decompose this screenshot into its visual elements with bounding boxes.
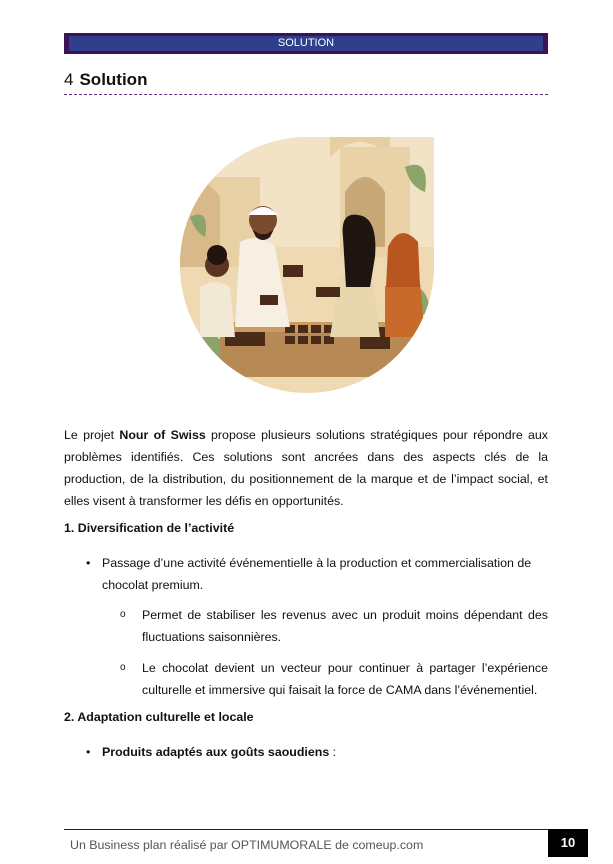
bullet-icon: •	[86, 745, 91, 759]
intro-rest: propose plusieurs solutions stratégiques pour répondre aux problèmes identifiés. Ces solutions sont ancrées dans des aspects clés de la production, de la distribution, du positionnement de la marque et de l’impact social, et elles visent à transformer les défis en opportunités.	[64, 428, 548, 508]
intro-paragraph	[64, 424, 548, 512]
bullet-item	[86, 552, 548, 596]
circle-bullet-icon: o	[120, 662, 126, 673]
section-title	[64, 70, 147, 90]
subbullet-item	[120, 657, 548, 701]
title-divider	[64, 94, 548, 95]
footer-text: Un Business plan réalisé par OPTIMUMORALE de comeup.com	[70, 838, 424, 852]
footer-divider	[64, 829, 548, 830]
chocolate-market-illustration	[180, 137, 434, 393]
heading-adaptation: 2. Adaptation culturelle et locale	[64, 710, 254, 724]
header-band	[64, 33, 548, 54]
heading-diversification: 1. Diversification de l’activité	[64, 521, 235, 535]
intro-prefix: Le projet	[64, 428, 120, 442]
section-title-text: Solution	[79, 70, 148, 89]
page-number: 10	[548, 829, 588, 857]
section-number: 4	[64, 70, 74, 89]
bullet-tail: :	[329, 745, 337, 759]
bullet-icon: •	[86, 556, 91, 570]
bullet-text: Passage d’une activité événementielle à la production et commercialisation de chocolat premium.	[102, 556, 532, 592]
bullet-text	[102, 741, 548, 763]
subbullet-text: Le chocolat devient un vecteur pour continuer à partager l’expérience culturelle et immersive qui faisait la force de CAMA dans l’événementiel.	[142, 661, 548, 697]
subbullet-item	[120, 604, 548, 648]
bullet-item	[86, 741, 548, 763]
subbullet-text: Permet de stabiliser les revenus avec un produit moins dépendant des fluctuations saisonnières.	[142, 608, 548, 644]
circle-bullet-icon: o	[120, 609, 126, 620]
header-label: SOLUTION	[69, 36, 543, 51]
bullet-bold-text: Produits adaptés aux goûts saoudiens	[102, 745, 330, 759]
brand-name: Nour of Swiss	[119, 428, 206, 442]
